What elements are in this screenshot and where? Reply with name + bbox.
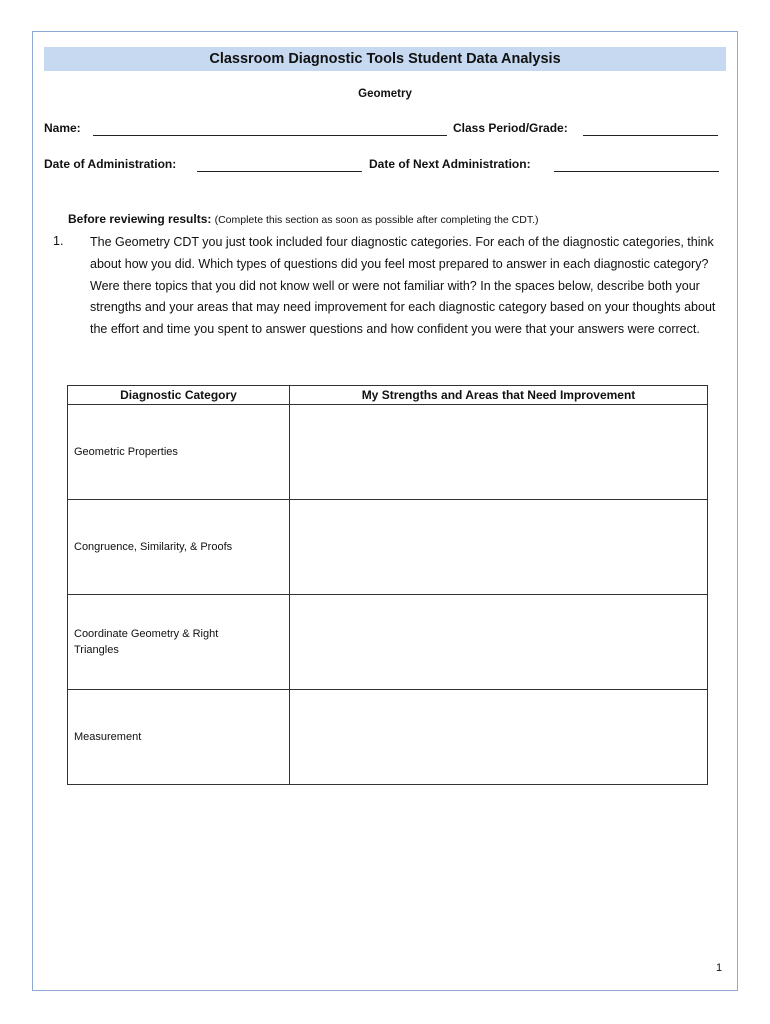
instructions-note: (Complete this section as soon as possible after completing the CDT.) [214, 214, 539, 226]
category-cell: Coordinate Geometry & Right Triangles [68, 595, 290, 690]
diagnostic-table [67, 385, 708, 785]
date-next-administration-field[interactable] [554, 171, 719, 172]
table-row [68, 500, 708, 595]
instructions-heading: Before reviewing results: [68, 212, 212, 226]
class-period-label: Class Period/Grade: [453, 121, 568, 135]
date-administration-field[interactable] [197, 171, 362, 172]
response-cell[interactable] [290, 500, 708, 595]
date-next-administration-label: Date of Next Administration: [369, 157, 531, 171]
header-diagnostic-category: Diagnostic Category [68, 386, 290, 405]
category-cell: Congruence, Similarity, & Proofs [68, 500, 290, 595]
instructions-intro [68, 212, 539, 226]
response-cell[interactable] [290, 690, 708, 785]
name-field[interactable] [93, 135, 447, 136]
table-row [68, 405, 708, 500]
date-administration-label: Date of Administration: [44, 157, 177, 171]
header-strengths-improvement: My Strengths and Areas that Need Improvement [290, 386, 708, 405]
response-cell[interactable] [290, 595, 708, 690]
name-label: Name: [44, 121, 81, 135]
question-number: 1. [53, 234, 64, 248]
table-header-row [68, 386, 708, 405]
document-subtitle: Geometry [358, 88, 412, 100]
response-cell[interactable] [290, 405, 708, 500]
document-title: Classroom Diagnostic Tools Student Data Analysis [44, 47, 726, 71]
class-period-field[interactable] [583, 135, 718, 136]
category-cell: Geometric Properties [68, 405, 290, 500]
table-row [68, 595, 708, 690]
question-text: The Geometry CDT you just took included four diagnostic categories. For each of the diagnostic categories, think about how you did. Which types of questions did you feel most prepared to answer in each diagnostic category? Were there topics that you did not know well or were not familiar with? In the spaces below, describe both your strengths and your areas that may need improvement for each diagnostic category based on your thoughts about the effort and time you spent to answer questions and how confident you were that your answers were correct. [90, 235, 716, 337]
page-number: 1 [716, 962, 723, 974]
table-row [68, 690, 708, 785]
category-cell: Measurement [68, 690, 290, 785]
